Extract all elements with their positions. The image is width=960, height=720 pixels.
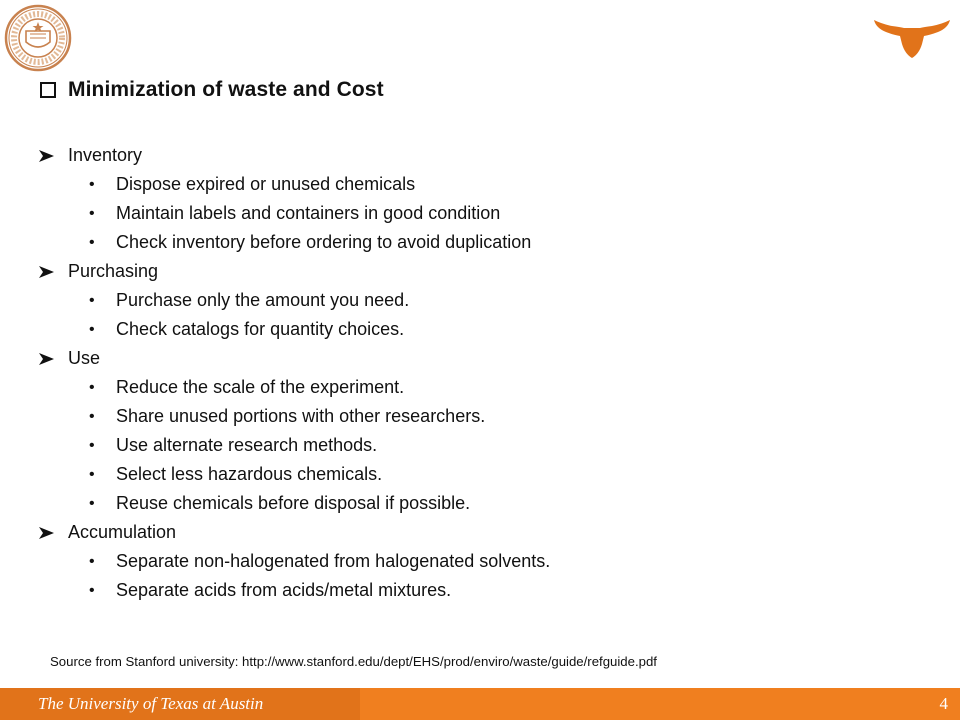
- footer-institution-panel: [0, 688, 360, 720]
- slide-title-row: [40, 78, 384, 102]
- section-heading-text: Purchasing: [68, 261, 159, 281]
- list-item: [38, 373, 918, 402]
- list-item: [38, 228, 918, 257]
- list-item: [38, 489, 918, 518]
- checkbox-bullet-icon: [40, 82, 56, 98]
- list-item: [38, 199, 918, 228]
- list-item-text: Dispose expired or unused chemicals: [116, 174, 416, 194]
- list-item: [38, 170, 918, 199]
- list-item-text: Share unused portions with other researchers.: [116, 406, 486, 426]
- bullet-dot-icon: •: [89, 465, 95, 483]
- list-item-text: Reuse chemicals before disposal if possible.: [116, 493, 471, 513]
- bullet-dot-icon: •: [89, 378, 95, 396]
- bullet-dot-icon: •: [89, 291, 95, 309]
- section-heading: [38, 344, 918, 373]
- footer-institution: The University of Texas at Austin: [38, 694, 264, 713]
- bullet-dot-icon: •: [89, 581, 95, 599]
- list-item-text: Reduce the scale of the experiment.: [116, 377, 405, 397]
- bullet-dot-icon: •: [89, 233, 95, 251]
- list-item-text: Separate acids from acids/metal mixtures.: [116, 580, 452, 600]
- section-heading-text: Inventory: [68, 145, 143, 165]
- list-item-text: Check inventory before ordering to avoid duplication: [116, 232, 532, 252]
- list-item-text: Separate non-halogenated from halogenated solvents.: [116, 551, 551, 571]
- list-item: [38, 402, 918, 431]
- list-item-text: Purchase only the amount you need.: [116, 290, 410, 310]
- list-item: [38, 547, 918, 576]
- list-item-text: Maintain labels and containers in good condition: [116, 203, 501, 223]
- page-number: 4: [939, 694, 948, 713]
- longhorn-logo-icon: [872, 14, 952, 60]
- slide-content: [38, 141, 918, 605]
- bullet-dot-icon: •: [89, 407, 95, 425]
- section-heading: [38, 141, 918, 170]
- list-item: [38, 315, 918, 344]
- footer-bar: [0, 688, 960, 720]
- list-item: [38, 286, 918, 315]
- arrow-bullet-icon: [38, 352, 56, 366]
- list-item: [38, 576, 918, 605]
- bullet-dot-icon: •: [89, 175, 95, 193]
- list-item: [38, 460, 918, 489]
- section-heading-text: Use: [68, 348, 101, 368]
- university-seal-icon: [4, 4, 72, 72]
- bullet-dot-icon: •: [89, 436, 95, 454]
- list-item-text: Select less hazardous chemicals.: [116, 464, 383, 484]
- list-item-text: Check catalogs for quantity choices.: [116, 319, 405, 339]
- arrow-bullet-icon: [38, 149, 56, 163]
- bullet-dot-icon: •: [89, 204, 95, 222]
- bullet-dot-icon: •: [89, 552, 95, 570]
- source-citation: Source from Stanford university: http://www.stanford.edu/dept/EHS/prod/enviro/waste/guide/refguide.pdf: [50, 654, 657, 669]
- section-heading: [38, 257, 918, 286]
- bullet-dot-icon: •: [89, 494, 95, 512]
- slide-title: Minimization of waste and Cost: [68, 78, 384, 101]
- arrow-bullet-icon: [38, 265, 56, 279]
- arrow-bullet-icon: [38, 526, 56, 540]
- section-heading-text: Accumulation: [68, 522, 177, 542]
- bullet-dot-icon: •: [89, 320, 95, 338]
- section-heading: [38, 518, 918, 547]
- list-item: [38, 431, 918, 460]
- list-item-text: Use alternate research methods.: [116, 435, 378, 455]
